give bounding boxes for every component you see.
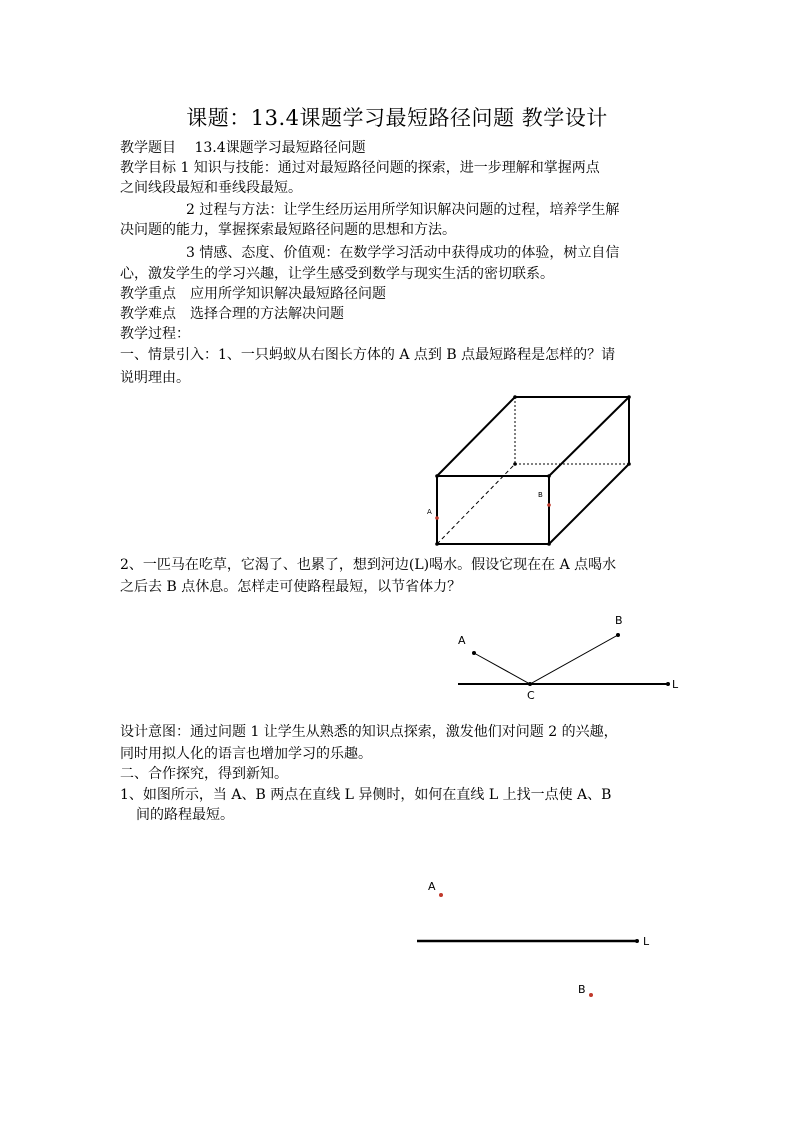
point-b-marker <box>589 993 593 997</box>
question2-line-a: 2、一匹马在吃草，它渴了、也累了，想到河边(L)喝水。假设它现在在 A 点喝水 <box>120 557 617 573</box>
river-label-a: A <box>458 634 466 647</box>
intro-line-a: 一、情景引入：1、一只蚂蚁从右图长方体的 A 点到 B 点最短路程是怎样的？请 <box>120 347 616 363</box>
river-label-b: B <box>615 614 623 627</box>
goal1-line-a: 教学目标 1 知识与技能：通过对最短路径问题的探索，进一步理解和掌握两点 <box>120 160 600 176</box>
question2-line-b: 之后去 B 点休息。怎样走可使路程最短，以节省体力？ <box>120 579 462 595</box>
river-path-figure <box>450 608 690 703</box>
process-heading: 教学过程： <box>120 326 190 342</box>
opposite-sides-figure <box>410 872 660 1002</box>
goal2-line-b: 决问题的能力，掌握探索最短路径问题的思想和方法。 <box>120 222 456 238</box>
design-line-b: 同时用拟人化的语言也增加学习的乐趣。 <box>120 746 372 762</box>
difficulty-line: 教学难点 选择合理的方法解决问题 <box>120 306 344 322</box>
goal3-line-b: 心，激发学生的学习兴趣，让学生感受到数学与现实生活的密切联系。 <box>120 266 554 282</box>
goal3-line-a: 3 情感、态度、价值观：在数学学习活动中获得成功的体验，树立自信 <box>186 245 620 261</box>
river-label-l: L <box>672 678 679 691</box>
key-point-line: 教学重点 应用所学知识解决最短路径问题 <box>120 286 386 302</box>
point-a-marker <box>439 893 443 897</box>
cuboid-label-a: A <box>427 508 432 516</box>
topic-line: 教学题目 13.4课题学习最短路径问题 <box>120 140 366 156</box>
goal1-line-b: 之间线段最短和垂线段最短。 <box>120 180 302 196</box>
river-label-c: C <box>527 689 535 702</box>
design-line-a: 设计意图：通过问题 1 让学生从熟悉的知识点探索，激发他们对问题 2 的兴趣， <box>120 724 618 740</box>
opposite-label-b: B <box>578 983 586 996</box>
point-b-marker <box>547 503 551 507</box>
cuboid-label-b: B <box>538 491 543 499</box>
page-title: 课题：13.4课题学习最短路径问题 教学设计 <box>186 106 608 130</box>
cuboid-figure <box>420 390 640 552</box>
exercise1-line-a: 1、如图所示，当 A、B 两点在直线 L 异侧时，如何在直线 L 上找一点使 A、B <box>120 787 612 803</box>
intro-line-b: 说明理由。 <box>120 370 190 386</box>
goal2-line-a: 2 过程与方法：让学生经历运用所学知识解决问题的过程，培养学生解 <box>186 202 620 218</box>
opposite-label-l: L <box>643 935 650 948</box>
exercise1-line-b: 间的路程最短。 <box>136 807 234 823</box>
section2-heading: 二、合作探究，得到新知。 <box>120 766 288 782</box>
point-a-marker <box>435 516 439 520</box>
opposite-label-a: A <box>428 880 436 893</box>
